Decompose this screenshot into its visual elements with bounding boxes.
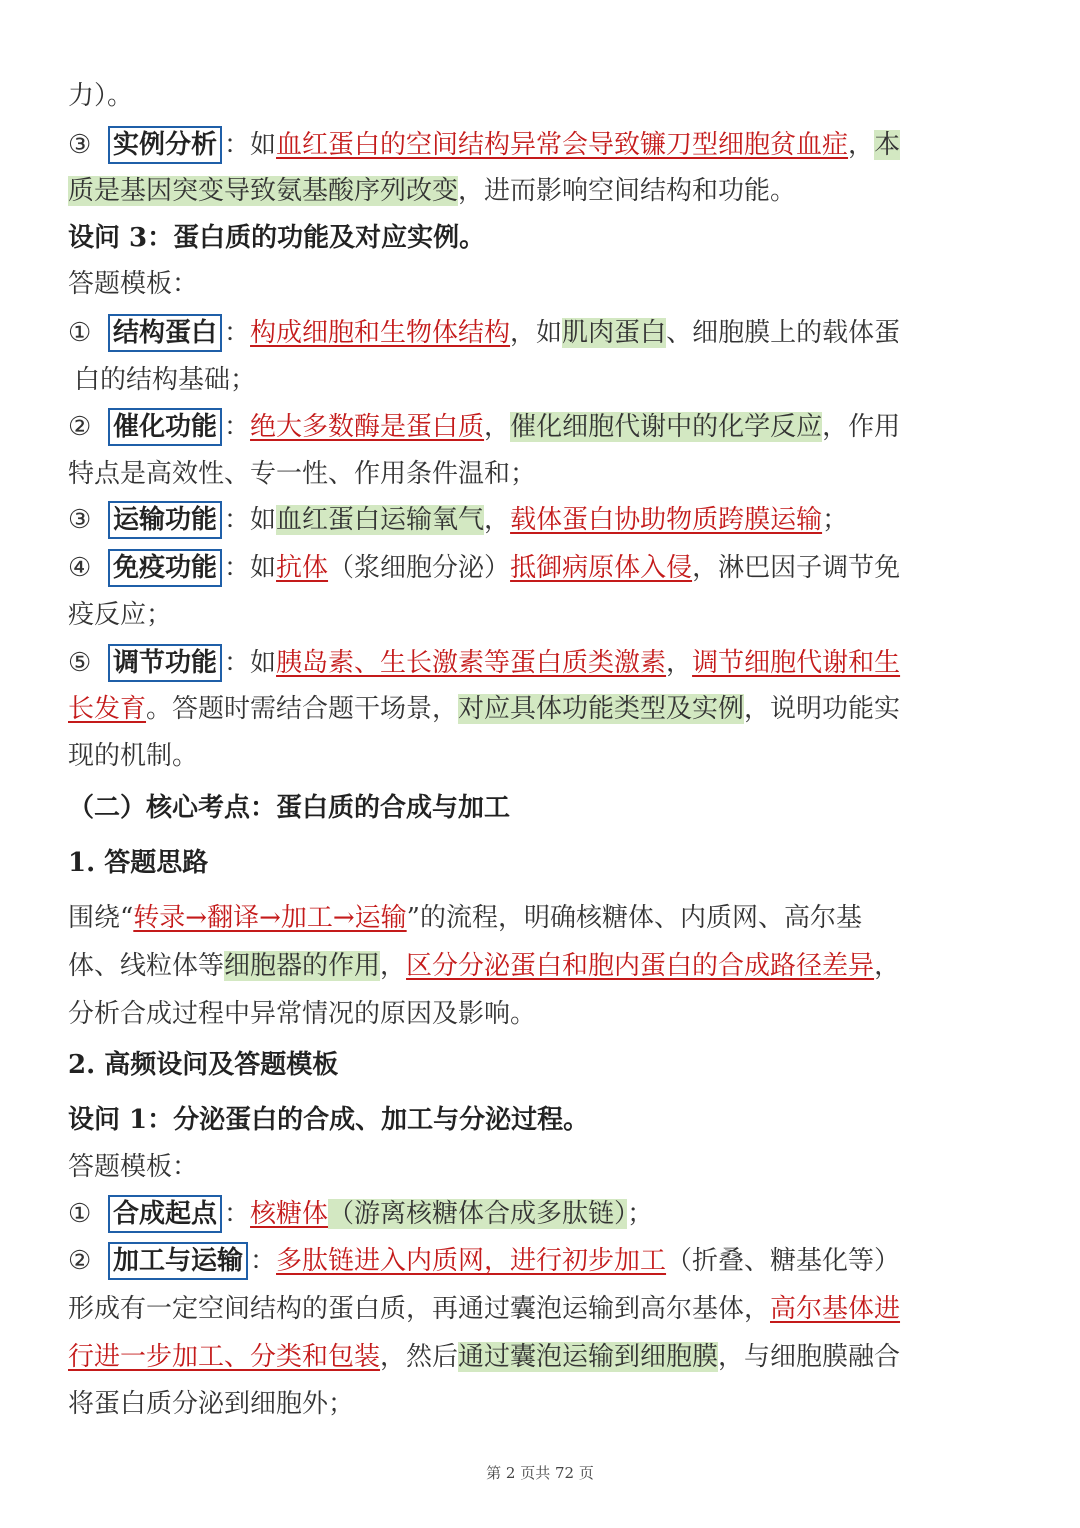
text-line: 将蛋白质分泌到细胞外； <box>68 1389 355 1419</box>
text-line: ③ 运输功能 ：如血红蛋白运输氧气，载体蛋白协助物质跨膜运输； <box>68 501 1012 539</box>
item-number: ① <box>68 318 92 348</box>
question-heading: 设问 3：蛋白质的功能及对应实例。 <box>68 223 486 253</box>
template-label: 答题模板： <box>68 269 199 299</box>
text-line: 力）。 <box>68 81 134 111</box>
red-underlined-text: 长发育 <box>68 694 147 724</box>
text-line: ③ 实例分析 ：如血红蛋白的空间结构异常会导致镰刀型细胞贫血症，本 <box>68 126 1012 164</box>
text-line: ② 催化功能 ：绝大多数酶是蛋白质，催化细胞代谢中的化学反应，作用 <box>68 408 1012 446</box>
text-line: 长发育。答题时需结合题干场景，对应具体功能类型及实例，说明功能实 <box>68 694 901 724</box>
green-highlight: 催化细胞代谢中的化学反应 <box>510 412 823 442</box>
red-underlined-text: 高尔基体进 <box>770 1294 901 1324</box>
red-underlined-text: 抵御病原体入侵 <box>510 553 693 583</box>
red-underlined-text: 抗体 <box>276 553 329 583</box>
text-line: ④ 免疫功能 ：如抗体（浆细胞分泌）抵御病原体入侵，淋巴因子调节免 <box>68 549 1012 587</box>
text-line: 疫反应； <box>68 600 173 630</box>
red-underlined-text: 构成细胞和生物体结构 <box>250 318 511 348</box>
question-heading: 设问 1：分泌蛋白的合成、加工与分泌过程。 <box>68 1105 590 1135</box>
red-underlined-text: 区分分泌蛋白和胞内蛋白的合成路径差异 <box>406 951 875 981</box>
text-line: ② 加工与运输 ：多肽链进入内质网，进行初步加工（折叠、糖基化等） <box>68 1242 1012 1280</box>
red-underlined-text: 绝大多数酶是蛋白质 <box>250 412 485 442</box>
text-line: ① 合成起点 ：核糖体（游离核糖体合成多肽链）； <box>68 1195 1012 1233</box>
page-footer: 第 2 页共 72 页 <box>486 1464 594 1482</box>
red-underlined-text: 胰岛素、生长激素等蛋白质类激素 <box>276 648 667 678</box>
green-highlight: 对应具体功能类型及实例 <box>458 694 745 724</box>
text-line: 现的机制。 <box>68 741 199 771</box>
green-highlight: 通过囊泡运输到细胞膜 <box>458 1342 719 1372</box>
subsection-heading: 1. 答题思路 <box>68 848 209 878</box>
red-underlined-text: 血红蛋白的空间结构异常会导致镰刀型细胞贫血症 <box>276 130 849 160</box>
text-line: ⑤ 调节功能 ：如胰岛素、生长激素等蛋白质类激素，调节细胞代谢和生 <box>68 644 1012 682</box>
item-number: ④ <box>68 553 92 583</box>
keyword-box: 运输功能 <box>108 501 222 539</box>
text-line: 白的结构基础； <box>74 365 257 395</box>
keyword-box: 免疫功能 <box>108 549 222 587</box>
text-line: 行进一步加工、分类和包装，然后通过囊泡运输到细胞膜，与细胞膜融合 <box>68 1342 901 1372</box>
green-highlight: 肌肉蛋白 <box>562 318 667 348</box>
item-number: ③ <box>68 130 92 160</box>
red-underlined-text: 调节细胞代谢和生 <box>692 648 901 678</box>
text-line: 分析合成过程中异常情况的原因及影响。 <box>68 999 537 1029</box>
keyword-box: 合成起点 <box>108 1195 222 1233</box>
text-line: 特点是高效性、专一性、作用条件温和； <box>68 459 537 489</box>
keyword-box: 结构蛋白 <box>108 314 222 352</box>
text-line: 质是基因突变导致氨基酸序列改变，进而影响空间结构和功能。 <box>68 176 797 206</box>
template-label: 答题模板： <box>68 1152 199 1182</box>
keyword-box: 实例分析 <box>108 126 222 164</box>
item-number: ② <box>68 412 92 442</box>
keyword-box: 调节功能 <box>108 644 222 682</box>
green-highlight: 本 <box>874 130 901 160</box>
green-highlight: 细胞器的作用 <box>224 951 381 981</box>
item-number: ③ <box>68 505 92 535</box>
red-underlined-text: 多肽链进入内质网，进行初步加工 <box>276 1246 667 1276</box>
green-highlight: 质是基因突变导致氨基酸序列改变 <box>68 176 459 206</box>
keyword-box: 催化功能 <box>108 408 222 446</box>
red-underlined-text: 核糖体 <box>250 1199 329 1229</box>
item-number: ① <box>68 1199 92 1229</box>
text-line: 围绕“转录→翻译→加工→运输”的流程，明确核糖体、内质网、高尔基 <box>68 903 862 933</box>
subsection-heading: 2. 高频设问及答题模板 <box>68 1050 339 1080</box>
red-underlined-text: 载体蛋白协助物质跨膜运输 <box>510 505 823 535</box>
item-number: ⑤ <box>68 648 92 678</box>
green-highlight: （游离核糖体合成多肽链） <box>328 1199 628 1229</box>
item-number: ② <box>68 1246 92 1276</box>
text-line: ① 结构蛋白 ：构成细胞和生物体结构，如肌肉蛋白、细胞膜上的载体蛋 <box>68 314 1012 352</box>
red-underlined-text: 转录→翻译→加工→运输 <box>133 903 407 933</box>
keyword-box: 加工与运输 <box>108 1242 248 1280</box>
text-line: 形成有一定空间结构的蛋白质，再通过囊泡运输到高尔基体，高尔基体进 <box>68 1294 901 1324</box>
section-heading: （二）核心考点：蛋白质的合成与加工 <box>68 793 511 823</box>
text-line: 体、线粒体等细胞器的作用，区分分泌蛋白和胞内蛋白的合成路径差异， <box>68 951 901 981</box>
green-highlight: 血红蛋白运输氧气 <box>276 505 485 535</box>
red-underlined-text: 行进一步加工、分类和包装 <box>68 1342 381 1372</box>
